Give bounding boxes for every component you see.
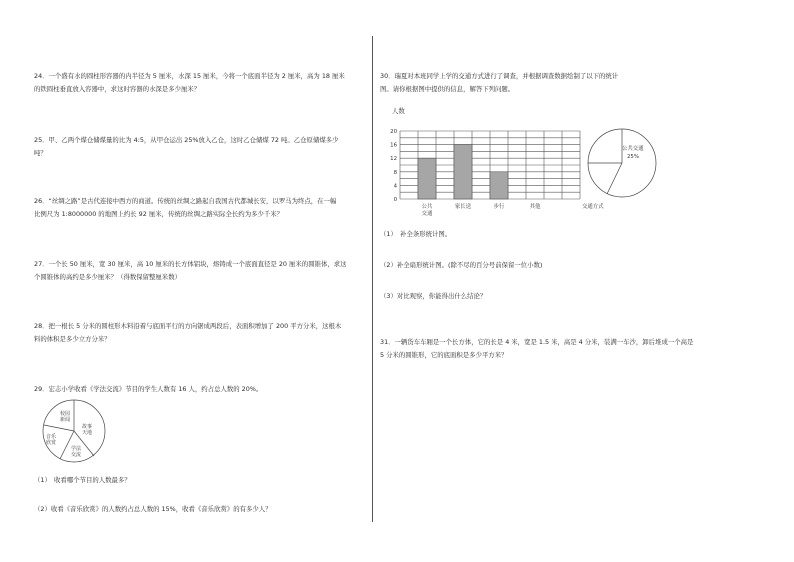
- question-28: [34, 320, 341, 346]
- pie-label-news: 校园新闻: [60, 411, 71, 423]
- q30-bar-chart: [378, 104, 604, 220]
- q30-pie-divider: [607, 163, 622, 194]
- q25-line1: 25．甲、乙两个煤仓储煤量的比为 4:5，从甲仓运出 25%放入乙仓，这时乙仓储煤 72 吨。乙仓原储煤多少: [34, 136, 339, 144]
- y-tick-label: 4: [393, 183, 397, 190]
- question-30: [380, 70, 618, 96]
- question-24: [34, 70, 345, 96]
- q31-line1: 31．一辆货车车厢是一个长方体，它的长是 4 米，宽是 1.5 米，高是 4 分米，装满一车沙，卸后堆成一个高是: [380, 338, 694, 346]
- question-26: [34, 195, 336, 221]
- question-29: [34, 383, 262, 396]
- q30-line2: 图。请你根据图中提供的信息，解答下列问题。: [380, 85, 515, 93]
- q28-line2: 料的体积是多少立方分米？: [34, 335, 111, 343]
- q28-line1: 28．把一根长 5 分米的圆柱形木料沿着与底面平行的方向锯成两段后，表面积增加了 200 平方分米，这根木: [34, 322, 342, 330]
- x-category-label: 公共交通: [421, 204, 433, 217]
- pie-label-law: 学法交流: [71, 446, 82, 458]
- q30-line1: 30．瑞夏对本班同学上学的交通方式进行了调查，并根据调查数据绘制了以下的统计: [380, 72, 619, 80]
- q29-pie-divider: [44, 425, 74, 431]
- y-tick-label: 0: [393, 197, 397, 203]
- pie-label-public-transport: 公共交通: [622, 146, 644, 152]
- pie-label-public-transport-percent: 25%: [627, 154, 639, 160]
- column-divider: [372, 36, 373, 522]
- q30-sub1: （1） 补全条形统计图。: [380, 230, 452, 238]
- x-axis-label: 交通方式: [582, 204, 604, 210]
- q31-line2: 5 分米的圆锥形，它的底面积是多少平方米？: [380, 351, 508, 359]
- question-25: [34, 134, 339, 160]
- question-31: [380, 336, 693, 362]
- q29-sub2: （2）收看《音乐欣赏》的人数约占总人数的 15%，收看《音乐欣赏》的有多少人？: [34, 505, 272, 513]
- q30-sub2: （2）补全扇形统计图。(除不尽的百分号前保留一位小数): [380, 261, 543, 269]
- q26-line2: 比例尺为 1:8000000 的地图上约长 92 厘米，传统的丝绸之路实际全长约为多少千米？: [34, 210, 284, 218]
- q27-line1: 27．一个长 50 厘米，宽 30 厘米，高 10 厘米的长方体铝块，熔铸成一个底面直径是 20 厘米的圆锥体，求这: [34, 260, 347, 268]
- q26-line1: 26．“丝绸之路”是古代连接中西方的商道。传统的丝绸之路起自我国古代都城长安，以罗马为终点，在一幅: [34, 197, 337, 205]
- bar: [490, 172, 508, 199]
- q27-line2: 个圆锥体的高约是多少厘米？（得数保留整厘米数）: [34, 273, 181, 281]
- q30-pie-chart: [584, 126, 664, 202]
- pie-label-story: 故事天地: [82, 424, 93, 436]
- x-category-label: 家长送: [454, 204, 472, 210]
- y-tick-label: 16: [390, 142, 397, 149]
- y-tick-label: 8: [393, 169, 397, 176]
- q29-pie-chart: [34, 398, 114, 464]
- bar-chart-bars: [418, 145, 508, 199]
- y-tick-label: 20: [390, 129, 397, 135]
- q25-line2: 吨？: [34, 149, 47, 157]
- x-category-label: 其他: [529, 204, 541, 210]
- x-category-label: 步行: [493, 204, 505, 210]
- bar: [454, 145, 472, 199]
- q30-sub3: （3）对比观察，你能得出什么结论？: [380, 292, 487, 300]
- pie-label-music: 音乐欣赏: [46, 434, 57, 446]
- y-axis-label: 人数: [392, 107, 405, 115]
- y-tick-label: 12: [390, 156, 397, 163]
- q29-intro: 29．宏志小学收看《学法交流》节目的学生人数有 16 人，约占总人数的 20%。: [34, 385, 263, 393]
- q24-line2: 的铁圆柱垂直放入容器中，求这时容器的水深是多少厘米？: [34, 85, 201, 93]
- q29-sub1: （1） 收看哪个节目的人数最多？: [34, 476, 131, 484]
- bar: [418, 158, 436, 199]
- question-27: [34, 258, 347, 284]
- q24-line1: 24．一个盛有水的圆柱形容器的内半径为 5 厘米，水深 15 厘米，今将一个底面半径为 2 厘米，高为 18 厘米: [34, 72, 345, 80]
